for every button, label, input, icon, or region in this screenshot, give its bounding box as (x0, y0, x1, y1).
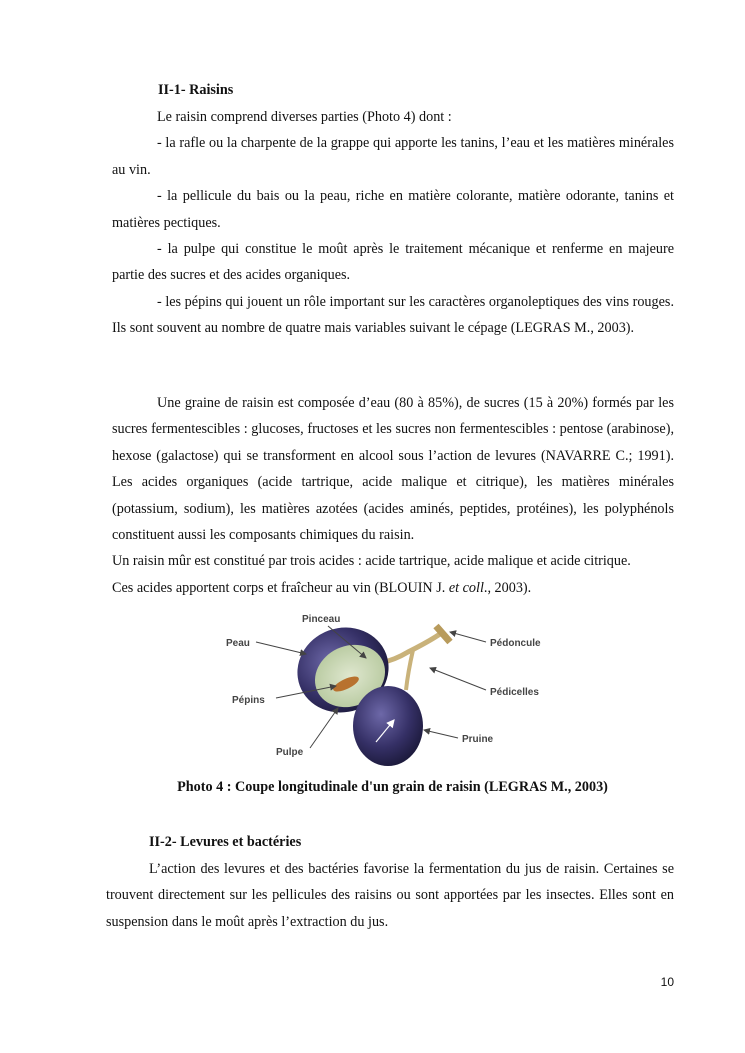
raisins-intro: Le raisin comprend diverses parties (Photo 4) dont : (157, 109, 452, 125)
label-pulpe: Pulpe (276, 747, 304, 758)
grape-illustration (218, 602, 554, 772)
page-number: 10 (660, 975, 674, 989)
grape-figure (218, 602, 554, 772)
grape-composition-text: Une graine de raisin est composée d’eau (80 à 85%), de sucres (15 à 20%) formés par les sucres fermentescibles : glucoses, fructoses et les sucres non fermentescibles : pentose (arabinose), hexose (galactose) qui se transforment en alcool sous l’action de levures (NAVARRE C.; 1991). Les acides organiques (acide tartrique, acide malique et citrique), les matières minérales (potassium, sodium), les matières azotées (acides aminés, peptides, protéines), les polyphénols constituent aussi les composants chimiques du raisin. (112, 395, 674, 544)
composition-paragraph (112, 390, 674, 601)
label-pruine: Pruine (462, 734, 494, 745)
list-item-pellicule: - la pellicule du bais ou la peau, riche en matière colorante, matière odorante, tanins et matières pectiques. (112, 188, 674, 231)
levures-paragraph (106, 856, 674, 935)
acids-effect-line: Ces acides apportent corps et fraîcheur au vin (BLOUIN J. et coll., 2003). (112, 579, 532, 596)
label-pinceau: Pinceau (302, 614, 341, 625)
list-item-pepins: - les pépins qui jouent un rôle important sur les caractères organoleptiques des vins rouges. Ils sont souvent au nombre de quatre mais variables suivant le cépage (LEGRAS M., 2003). (112, 293, 674, 337)
section-heading-raisins: II-1- Raisins (158, 82, 234, 98)
label-pedicelles: Pédicelles (490, 687, 539, 698)
label-pepins: Pépins (232, 695, 265, 706)
label-pedoncule: Pédoncule (490, 638, 541, 649)
label-peau: Peau (226, 638, 250, 649)
raisins-list (112, 104, 674, 342)
acids-line: Un raisin mûr est constitué par trois acides : acide tartrique, acide malique et acide citrique. (112, 553, 631, 570)
list-item-rafle: - la rafle ou la charpente de la grappe qui apporte les tanins, l’eau et les matières minérales au vin. (112, 135, 674, 178)
whole-grape-berry (353, 686, 423, 766)
levures-text: L’action des levures et des bactéries favorise la fermentation du jus de raisin. Certaines se trouvent directement sur les pellicules des raisins ou sont apportées par les insectes. Elles sont en suspension dans le moût après l’extraction du jus. (106, 861, 674, 930)
section-heading-levures: II-2- Levures et bactéries (149, 834, 302, 850)
figure-caption: Photo 4 : Coupe longitudinale d'un grain de raisin (LEGRAS M., 2003) (177, 779, 608, 795)
list-item-pulpe: - la pulpe qui constitue le moût après le traitement mécanique et renferme en majeure partie des sucres et des acides organiques. (112, 241, 674, 284)
